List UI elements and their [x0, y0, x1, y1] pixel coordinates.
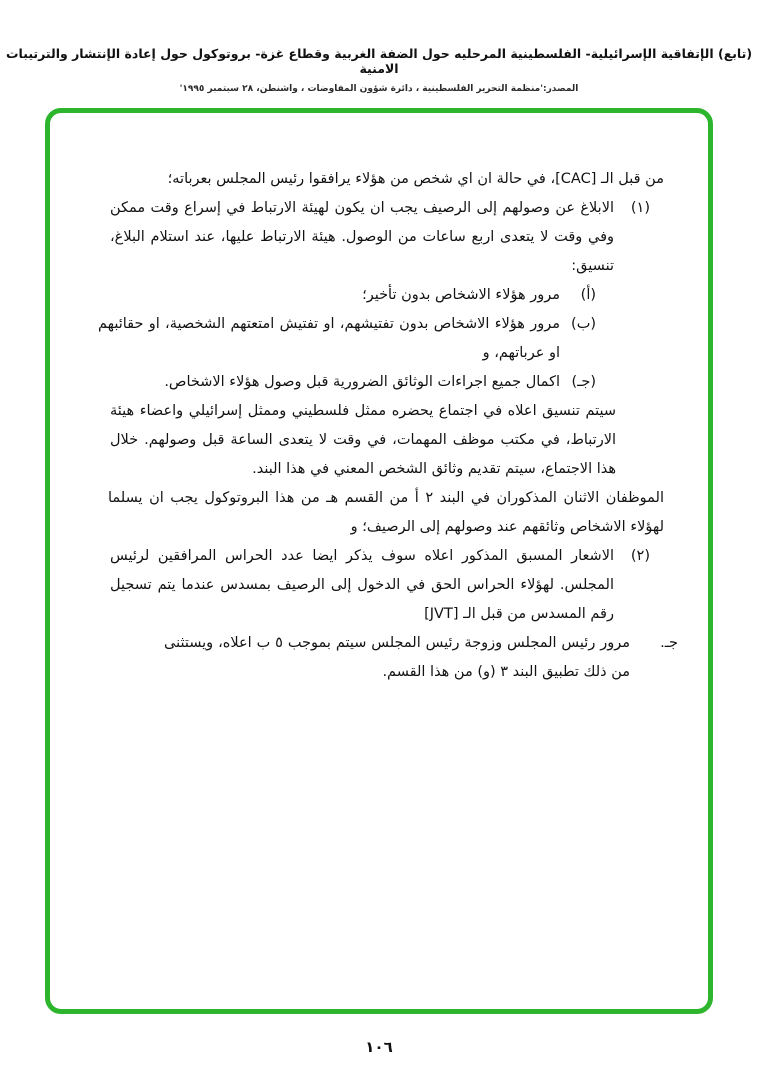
list-item-2-text: الاشعار المسبق المذكور اعلاه سوف يذكر ايضا عدد الحراس المرافقين لرئيس المجلس. لهؤلاء الحراس الحق في الدخول إلى الرصيف بمسدس عندما يتم تسجيل رقم المسدس من قبل الـ [JVT] [110, 548, 614, 622]
list-item-1 [110, 194, 650, 281]
list-item-2 [110, 542, 650, 629]
list-subitem-a-marker: (أ) [580, 287, 596, 303]
list-subitem-c-marker: (جـ) [571, 374, 596, 390]
list-item-j-marker: جـ. [660, 635, 678, 651]
list-item-1-marker: (١) [630, 200, 650, 216]
document-source-line: المصدر:'منظمة التحرير الفلسطينية ، دائرة شؤون المفاوضات ، واشنطن، ٢٨ سبتمبر ١٩٩٥' [179, 84, 579, 94]
paragraph-two-officials: الموظفان الاثنان المذكوران في البند ٢ أ من القسم هـ من هذا البروتوكول يجب ان يسلما لهؤلاء الاشخاص وثائقهم عند وصولهم إلى الرصيف؛ و [108, 490, 664, 535]
list-subitem-c-text: اكمال جميع اجراءات الوثائق الضرورية قبل وصول هؤلاء الاشخاص. [164, 374, 560, 390]
document-header [0, 0, 758, 94]
page-number: ١٠٦ [365, 1038, 393, 1056]
paragraph-coordination-meeting: سيتم تنسيق اعلاه في اجتماع يحضره ممثل فلسطيني وممثل إسرائيلي واعضاء هيئة الارتباط، في مكتب موظف المهمات، في وقت لا يتعدى الساعة قبل وصولهم. خلال هذا الاجتماع، سيتم تقديم وثائق الشخص المعني في هذا البند. [110, 403, 616, 477]
list-subitem-a-text: مرور هؤلاء الاشخاص بدون تأخير؛ [362, 287, 560, 303]
list-subitem-a [98, 281, 596, 310]
list-subitem-c [98, 368, 596, 397]
paragraph-intro: من قبل الـ [CAC]، في حالة ان اي شخص من هؤلاء يرافقوا رئيس المجلس بعرباته؛ [167, 171, 664, 187]
list-subitem-b-marker: (ب) [571, 316, 596, 332]
document-title: (تابع) الإتفاقية الإسرائيلية- الفلسطينية المرحليه حول الضفة الغربية وقطاع غزة- بروتوكول حول إعادة الإنتشار والترتيبات الامنية [5, 46, 753, 76]
green-highlight-box [45, 108, 713, 1014]
list-item-j-text: مرور رئيس المجلس وزوجة رئيس المجلس سيتم بموجب ٥ ب اعلاه، ويستثنى من ذلك تطبيق البند ٣ (و) من هذا القسم. [164, 635, 630, 680]
list-subitem-b-text: مرور هؤلاء الاشخاص بدون تفتيشهم، او تفتيش امتعتهم الشخصية، او حقائبهم او عرباتهم، و [98, 316, 560, 361]
list-item-j [164, 629, 678, 687]
list-subitem-b [98, 310, 596, 368]
list-item-1-text: الابلاغ عن وصولهم إلى الرصيف يجب ان يكون لهيئة الارتباط في إسراع وقت ممكن وفي وقت لا يتعدى اربع ساعات من الوصول. هيئة الارتباط عليها، عند استلام البلاغ، تنسيق: [110, 200, 614, 274]
list-item-2-marker: (٢) [630, 548, 650, 564]
document-body [50, 113, 708, 687]
